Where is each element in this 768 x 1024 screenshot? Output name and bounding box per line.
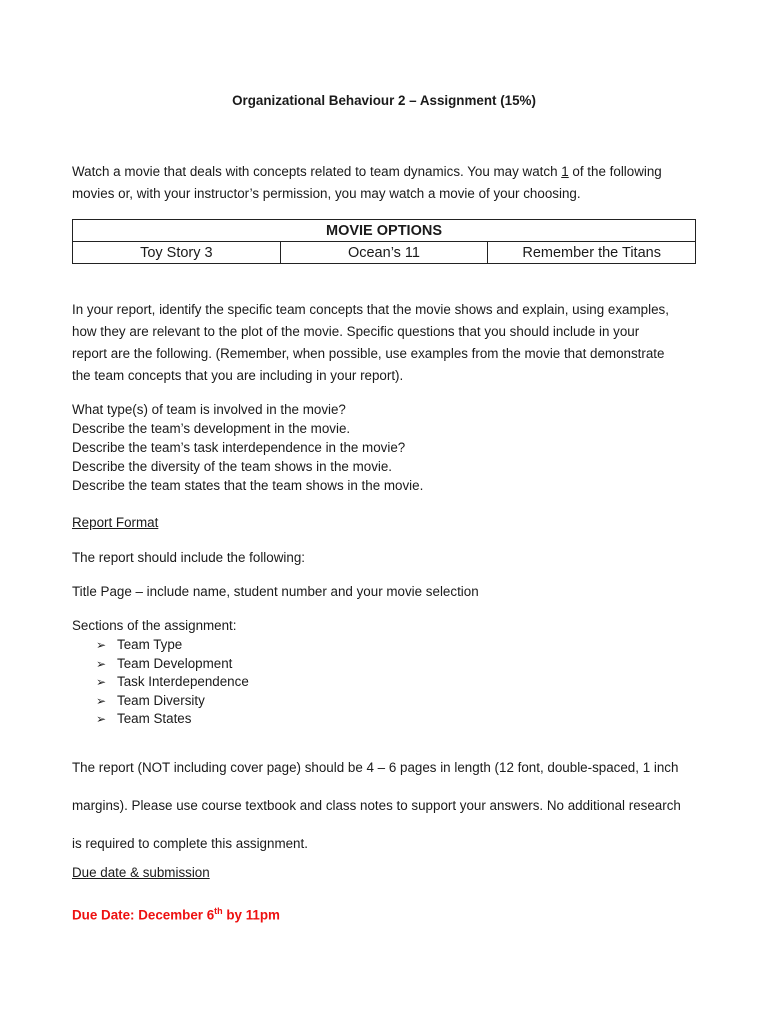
report-format-heading: Report Format [72, 515, 159, 530]
due-date-heading: Due date & submission [72, 865, 210, 880]
movie-option: Toy Story 3 [73, 242, 281, 264]
question-item: Describe the diversity of the team shows in the movie. [72, 459, 393, 474]
section-item [96, 673, 249, 692]
intro-text-a: Watch a movie that deals with concepts related to team dynamics. You may watch [72, 164, 562, 179]
report-line: In your report, identify the specific team concepts that the movie shows and explain, using examples, [72, 302, 669, 317]
sections-heading: Sections of the assignment: [72, 618, 237, 633]
due-date-suffix: by 11pm [222, 907, 280, 923]
arrow-bullet-icon: ➢ [96, 656, 107, 671]
question-item: Describe the team’s task interdependence in the movie? [72, 440, 406, 455]
section-label: Task Interdependence [117, 674, 249, 690]
questions-list [72, 400, 702, 495]
report-line: how they are relevant to the plot of the movie. Specific questions that you should include in your [72, 324, 640, 339]
length-paragraph [72, 749, 702, 863]
movie-options-header: MOVIE OPTIONS [73, 220, 696, 242]
arrow-bullet-icon: ➢ [96, 712, 107, 727]
movie-options-table [72, 219, 696, 264]
section-item [96, 636, 249, 655]
section-label: Team Type [117, 637, 183, 652]
question-item: What type(s) of team is involved in the movie? [72, 402, 346, 417]
length-line: is required to complete this assignment. [72, 836, 308, 851]
intro-number: 1 [561, 164, 569, 179]
due-date-superscript: th [214, 906, 223, 916]
arrow-bullet-icon: ➢ [96, 675, 107, 690]
report-include-text: The report should include the following: [72, 550, 305, 565]
arrow-bullet-icon: ➢ [96, 638, 107, 652]
section-item [96, 692, 249, 711]
length-line: The report (NOT including cover page) should be 4 – 6 pages in length (12 font, double-spaced, 1 inch [72, 760, 679, 775]
report-line: the team concepts that you are including in your report). [72, 368, 404, 383]
question-item: Describe the team states that the team shows in the movie. [72, 478, 424, 493]
intro-paragraph [72, 161, 702, 205]
question-item: Describe the team’s development in the movie. [72, 421, 351, 436]
movie-option: Remember the Titans [488, 242, 696, 264]
sections-list [96, 636, 249, 729]
section-label: Team Development [117, 655, 233, 671]
section-label: Team Diversity [117, 692, 205, 708]
due-date-text [72, 900, 702, 926]
movie-option: Ocean’s 11 [280, 242, 488, 264]
document-title: Organizational Behaviour 2 – Assignment (15%) [232, 93, 536, 108]
section-item [96, 655, 249, 674]
intro-text-b: of the following [568, 164, 662, 179]
title-page-text: Title Page – include name, student number and your movie selection [72, 584, 479, 599]
arrow-bullet-icon: ➢ [96, 693, 107, 708]
report-line: report are the following. (Remember, when possible, use examples from the movie that demonstrate [72, 346, 665, 361]
due-date-prefix: Due Date: December 6 [72, 907, 215, 923]
intro-line-1 [72, 161, 702, 183]
section-item [96, 710, 249, 729]
section-label: Team States [117, 711, 192, 727]
length-line: margins). Please use course textbook and class notes to support your answers. No additional research [72, 798, 681, 813]
intro-line-2: movies or, with your instructor’s permission, you may watch a movie of your choosing. [72, 186, 581, 201]
report-paragraph [72, 299, 702, 387]
